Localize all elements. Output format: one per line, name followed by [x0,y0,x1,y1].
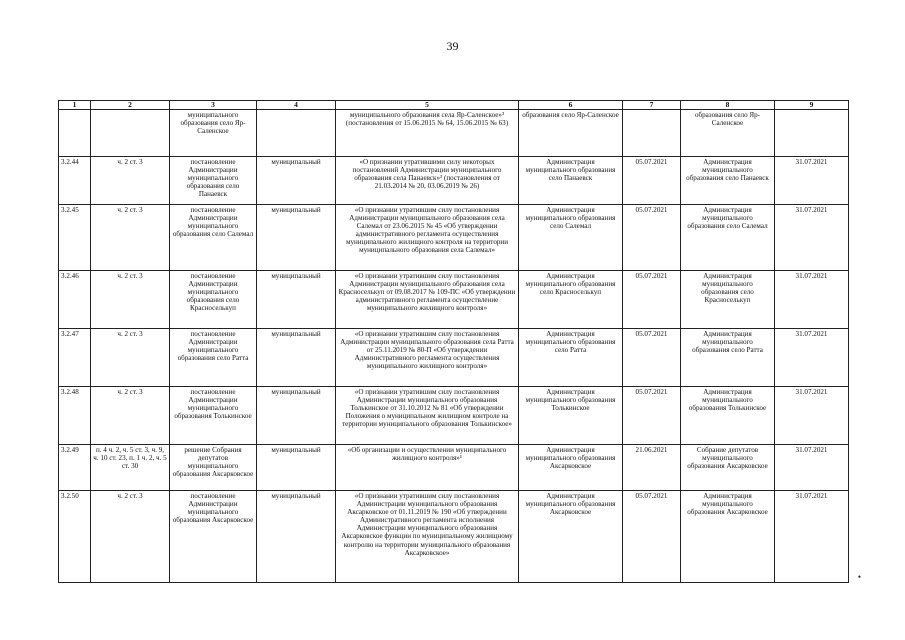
table-cell: решение Собрания депутатов муниципального образования Аксарковское [170,445,257,491]
table-row [59,329,849,387]
table-cell: 21.06.2021 [623,445,681,491]
table-cell: Администрация муниципального образования село Красноселькуп [681,271,775,329]
table-cell: «О признании утратившим силу постановления Администрации муниципального образования Толькинское от 31.10.2012 № 81 «Об утверждении Положения о муниципальном жилищном контроле на территории муниципального образования Толькинское» [336,387,519,445]
table-cell: «О признании утратившим силу постановления Администрации муниципального образования села Салемал от 23.06.2015 № 45 «Об утверждении административного регламента осуществления муниципального жилищного контроля на территории муниципального образования села Салемал» [336,205,519,271]
table-cell: муниципальный [257,329,336,387]
table-cell: ч. 2 ст. 3 [91,491,170,583]
table-cell: ч. 2 ст. 3 [91,271,170,329]
table-cell: «Об организации и осуществлении муниципального жилищного контроля»¹ [336,445,519,491]
table-cell: муниципального образования село Яр-Сале́нское [170,110,257,157]
table-cell: образования село Яр-Саленское [681,110,775,157]
table-cell: Администрация муниципального образования село Ратта [519,329,623,387]
table-cell: муниципальный [257,205,336,271]
table-cell [775,110,849,157]
table-cell: 31.07.2021 [775,157,849,205]
row-number-cell: 3.2.50 [59,491,91,583]
table-cell: «О признании утратившим силу постановления Администрации муниципального образования Аксарковское от 01.11.2019 № 190 «Об утверждении Административного регламента исполнения Администрации муниципального образования Аксарковское функции по муниципальному жилищному контролю на территории муниципального образования Аксарковское» [336,491,519,583]
table-cell [91,110,170,157]
column-number-cell: 6 [519,101,623,110]
table-cell: 31.07.2021 [775,271,849,329]
table-cell: Администрация муниципального образования село Салемал [519,205,623,271]
table-cell: муниципальный [257,445,336,491]
table-row [59,445,849,491]
table-cell: постановление Администрации муниципального образования село Салемал [170,205,257,271]
row-number-cell: 3.2.48 [59,387,91,445]
table-cell: постановление Администрации муниципального образования село Красноселькуп [170,271,257,329]
table-cell [59,110,91,157]
table-cell: ч. 2 ст. 3 [91,329,170,387]
table-cell: 31.07.2021 [775,445,849,491]
table-cell: Администрация муниципального образования село Красноселькуп [519,271,623,329]
table-cell: Администрация муниципального образования Толькинское [681,387,775,445]
table-cell: Администрация муниципального образования село Панаевск [681,157,775,205]
table-row [59,271,849,329]
table-cell: 05.07.2021 [623,491,681,583]
column-number-cell: 8 [681,101,775,110]
table-cell: Администрация муниципального образования Толькинское [519,387,623,445]
table-cell: 05.07.2021 [623,157,681,205]
column-number-cell: 3 [170,101,257,110]
register-table [58,100,849,583]
table-cell [623,110,681,157]
column-number-cell: 5 [336,101,519,110]
table-cell: постановление Администрации муниципального образования Толькинское [170,387,257,445]
table-cell: муниципальный [257,387,336,445]
margin-mark: • [857,572,861,582]
table-cell: 31.07.2021 [775,205,849,271]
row-number-cell: 3.2.47 [59,329,91,387]
table-cell: Администрация муниципального образования село Ратта [681,329,775,387]
table-row [59,491,849,583]
table-cell: муниципальный [257,157,336,205]
table-cell: образования село Яр-Саленское [519,110,623,157]
table-cell: Собрание депутатов муниципального образования Аксарковское [681,445,775,491]
column-number-cell: 2 [91,101,170,110]
register-table-body [59,101,849,583]
table-cell: Администрация муниципального образования село Салемал [681,205,775,271]
column-number-cell: 1 [59,101,91,110]
table-cell: Администрация муниципального образования Аксарковское [519,445,623,491]
table-cell: постановление Администрации муниципального образования село Панаевск [170,157,257,205]
table-cell: 31.07.2021 [775,491,849,583]
column-number-cell: 4 [257,101,336,110]
table-row [59,157,849,205]
table-cell: «О признании утратившим силу постановления Администрации муниципального образования села Красноселькуп от 09.08.2017 № 109-ПС «Об утверждении административного регламента осуществление муниципального жилищного контроля» [336,271,519,329]
page-number: 39 [446,39,459,53]
table-cell: 05.07.2021 [623,329,681,387]
table-cell: ч. 2 ст. 3 [91,205,170,271]
column-number-cell: 9 [775,101,849,110]
column-number-row [59,101,849,110]
table-cell: постановление Администрации муниципального образования Аксарковское [170,491,257,583]
row-number-cell: 3.2.45 [59,205,91,271]
table-cell: п. 4 ч. 2, ч. 5 ст. 3, ч. 9, ч. 10 ст. 23, п. 1 ч. 2, ч. 5 ст. 30 [91,445,170,491]
table-cell: «О признании утратившими силу некоторых постановлений Администрации муниципального образования села Панаевск»³ (постановления от 21.03.2014 № 20, 03.06.2019 № 26) [336,157,519,205]
table-cell: Администрация муниципального образования Аксарковское [681,491,775,583]
column-number-cell: 7 [623,101,681,110]
table-cell: муниципальный [257,271,336,329]
table-cell: 05.07.2021 [623,205,681,271]
table-cell: ч. 2 ст. 3 [91,387,170,445]
table-cell: Администрация муниципального образования Аксарковское [519,491,623,583]
table-cell [257,110,336,157]
table-cell: Администрация муниципального образования село Панаевск [519,157,623,205]
table-cell: «О признании утратившим силу постановления Администрации муниципального образования села Ратта от 25.11.2019 № 80-П «Об утверждении Административного регламента осуществления муниципального жилищного контроля» [336,329,519,387]
table-cell: 31.07.2021 [775,387,849,445]
continuation-row [59,110,849,157]
table-cell: 31.07.2021 [775,329,849,387]
table-cell: 05.07.2021 [623,387,681,445]
table-row [59,387,849,445]
row-number-cell: 3.2.44 [59,157,91,205]
row-number-cell: 3.2.46 [59,271,91,329]
table-cell: 05.07.2021 [623,271,681,329]
table-cell: ч. 2 ст. 3 [91,157,170,205]
table-cell: постановление Администрации муниципального образования село Ратта [170,329,257,387]
table-row [59,205,849,271]
table-cell: муниципального образования села Яр-Саленское»³ (постановления от 15.06.2015 № 64, 15.06.2015 № 63) [336,110,519,157]
table-cell: муниципальный [257,491,336,583]
row-number-cell: 3.2.49 [59,445,91,491]
